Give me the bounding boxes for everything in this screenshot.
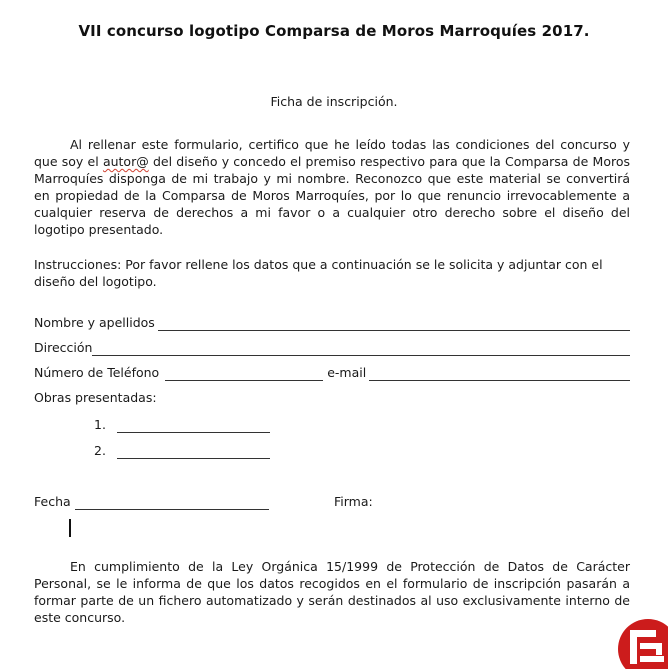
- phone-field-line[interactable]: [165, 368, 323, 381]
- works-label: Obras presentadas:: [34, 390, 157, 405]
- work-item-1: [94, 416, 270, 433]
- address-label: Dirección: [34, 340, 93, 355]
- address-field-line[interactable]: [92, 343, 630, 356]
- name-label: Nombre y apellidos: [34, 315, 155, 330]
- work-number-2: 2.: [94, 443, 106, 458]
- email-field-line[interactable]: [369, 368, 630, 381]
- work-number-1: 1.: [94, 417, 106, 432]
- name-field-row: [34, 314, 630, 331]
- date-field-row: [34, 493, 269, 510]
- declaration-paragraph: [34, 136, 630, 238]
- autor-word: autor@: [102, 154, 149, 169]
- document-title: VII concurso logotipo Comparsa de Moros Marroquíes 2017.: [78, 22, 590, 40]
- instructions-paragraph: Instrucciones: Por favor rellene los datos que a continuación se le solicita y adjuntar con el diseño del logotipo.: [34, 257, 603, 289]
- signature-label: Firma:: [334, 494, 373, 509]
- email-label: e-mail: [327, 365, 367, 380]
- date-label: Fecha: [34, 494, 71, 509]
- comparsa-logo-icon: [612, 612, 668, 669]
- date-field-line[interactable]: [75, 497, 269, 510]
- declaration-text-part1: Al rellenar este formulario, certifico que he leído todas las condiciones del concurso y que soy el: [34, 137, 630, 169]
- work-field-line-1[interactable]: [117, 420, 270, 433]
- work-item-2: [94, 442, 270, 459]
- declaration-text-part2: del diseño y concedo el premiso respectivo para que la Comparsa de Moros Marroquíes disponga de mi trabajo y mi nombre. Reconozco que este material se convertirá en propiedad de la Comparsa de Moros Marroquíes, por lo que renuncio irrevocablemente a cualquier reserva de derechos a mi favor o a cualquier otro derecho sobre el diseño del logotipo presentado.: [34, 154, 630, 237]
- work-field-line-2[interactable]: [117, 446, 270, 459]
- phone-email-row: [34, 364, 630, 381]
- address-field-row: [34, 339, 630, 356]
- text-cursor: [69, 519, 71, 537]
- form-subtitle: Ficha de inscripción.: [270, 94, 398, 109]
- name-field-line[interactable]: [158, 318, 630, 331]
- privacy-notice-paragraph: En cumplimiento de la Ley Orgánica 15/1999 de Protección de Datos de Carácter Personal, se le informa de que los datos recogidos en el formulario de inscripción pasarán a formar parte de un fichero automatizado y serán destinados al uso exclusivamente interno de este concurso.: [34, 559, 630, 625]
- phone-label: Número de Teléfono: [34, 365, 160, 380]
